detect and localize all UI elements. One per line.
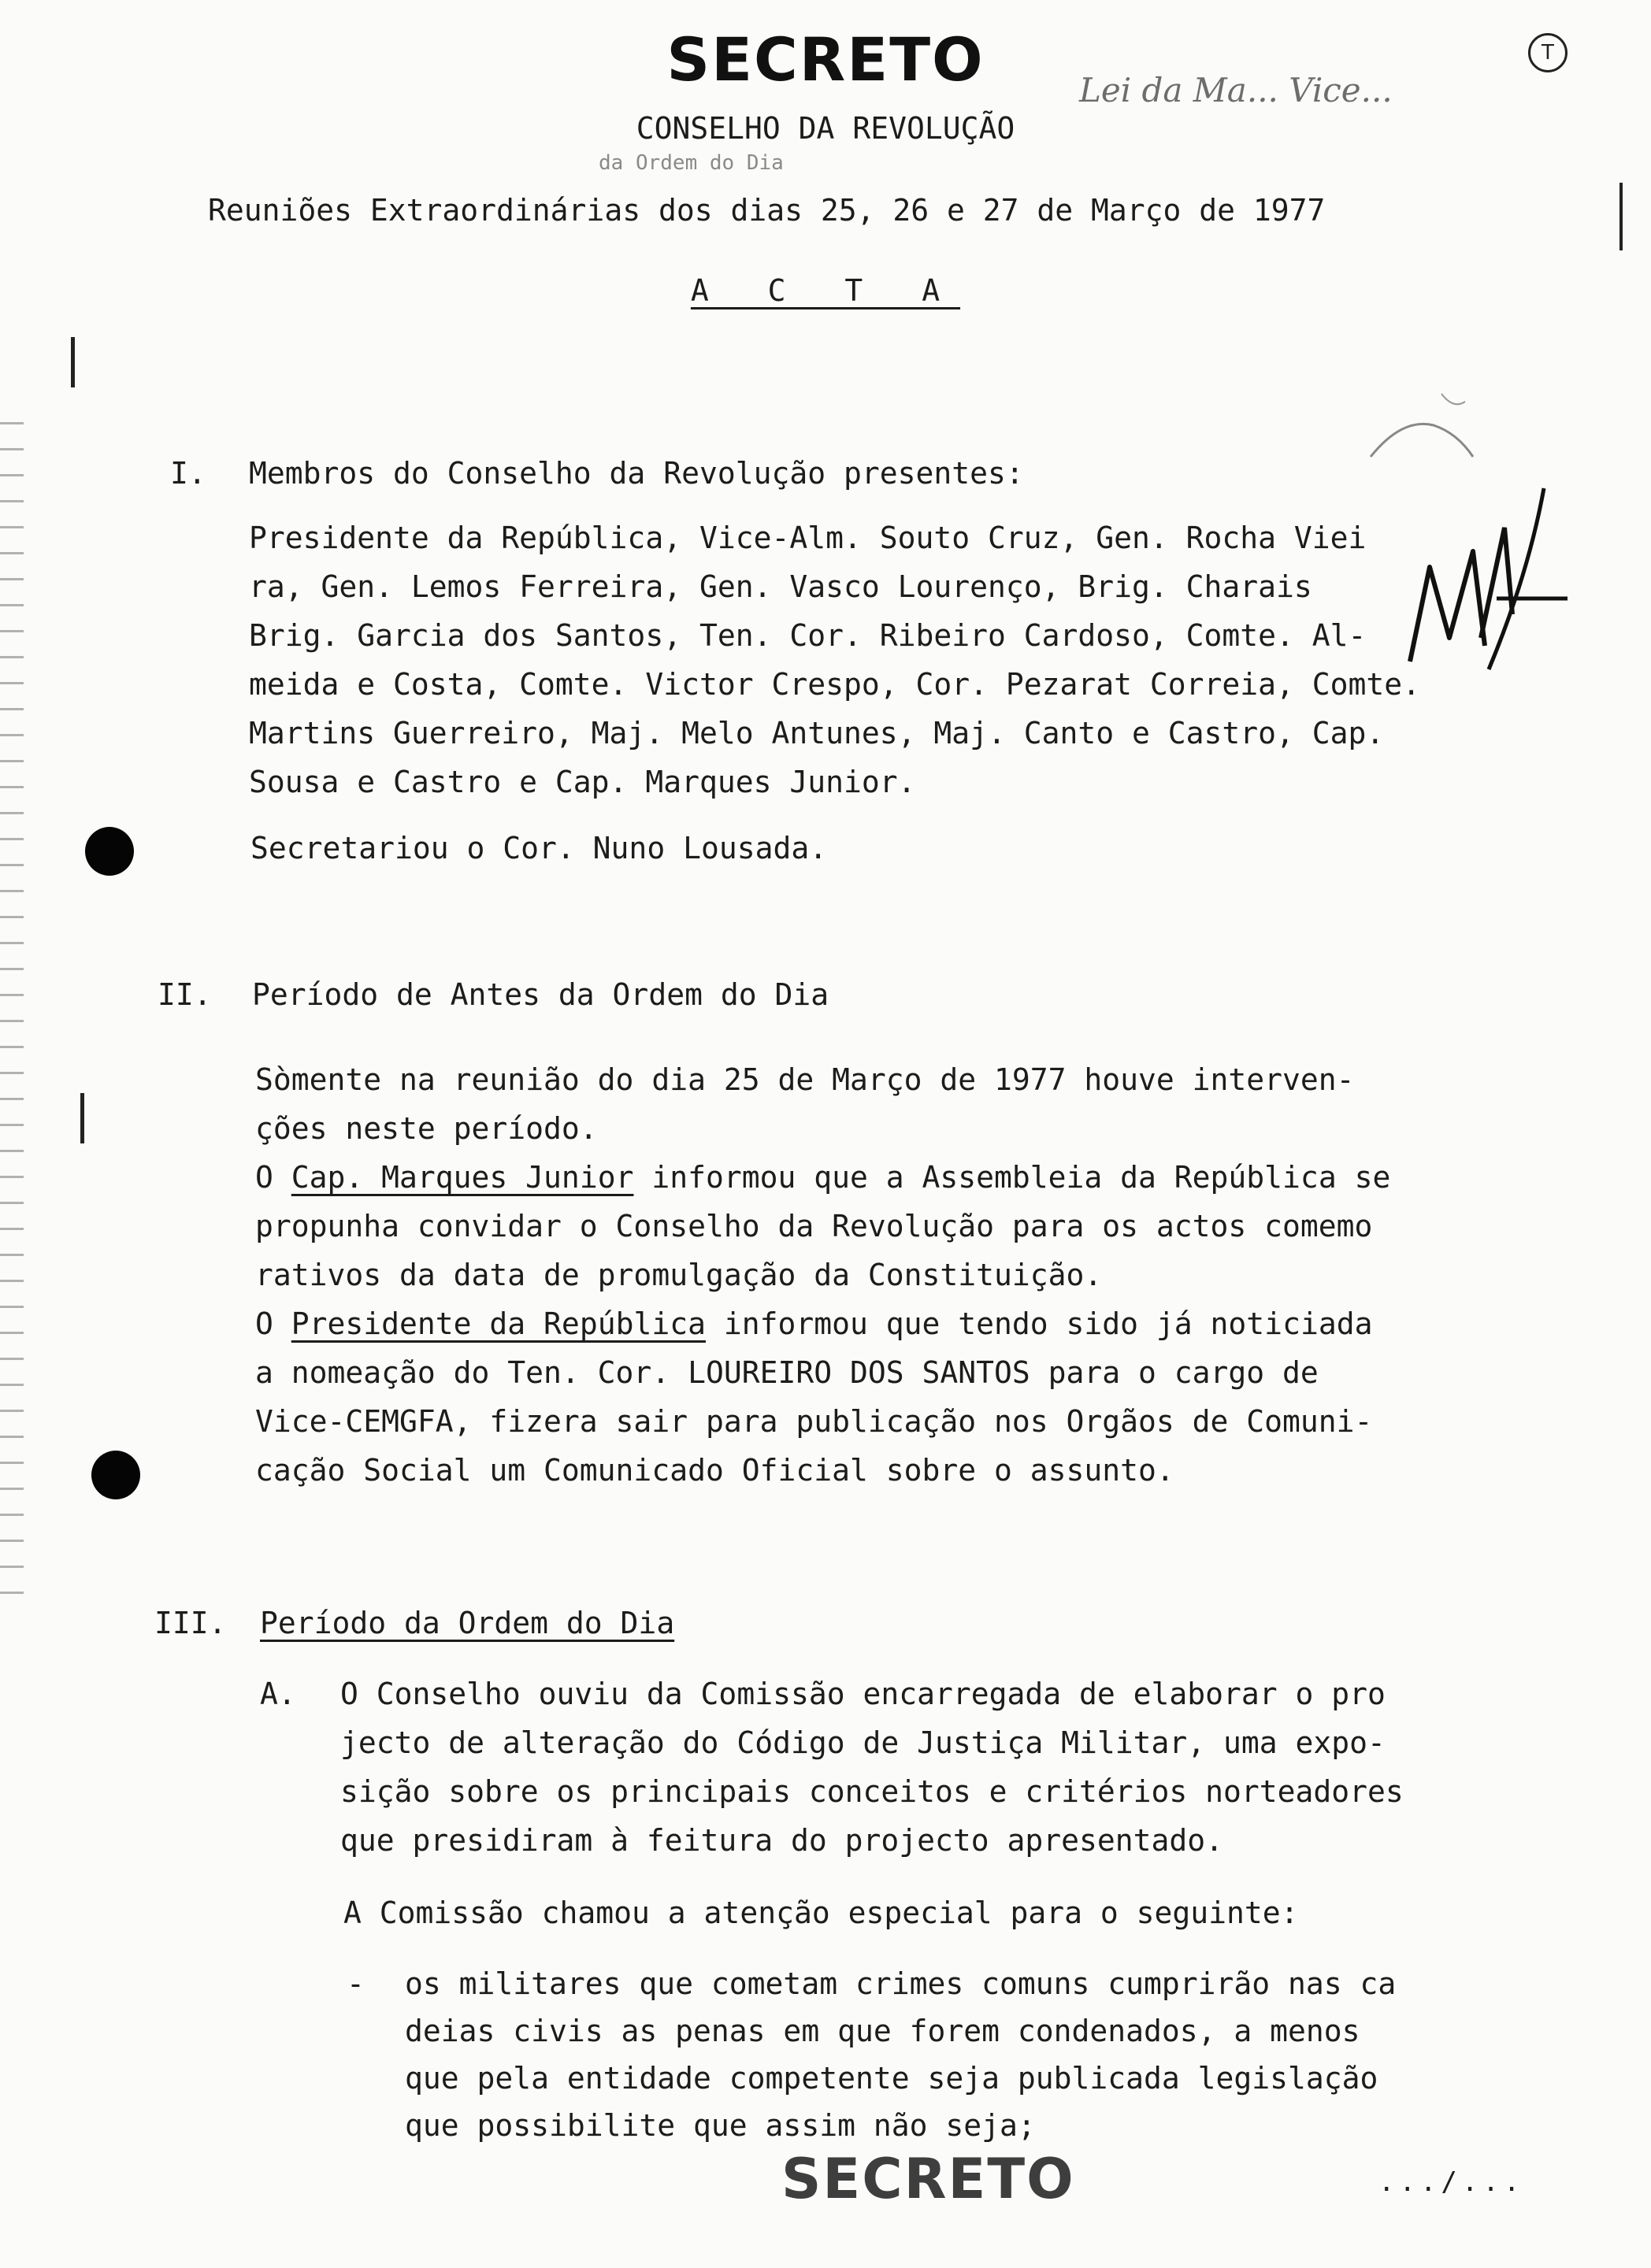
paragraph-line: Sòmente na reunião do dia 25 de Março de 1977 houve interven- bbox=[255, 1062, 1355, 1097]
paragraph-text: informou que a Assembleia da República se bbox=[633, 1160, 1391, 1195]
members-line: Sousa e Castro e Cap. Marques Junior. bbox=[249, 765, 916, 799]
handwritten-scribble bbox=[1355, 370, 1481, 480]
members-line: Presidente da República, Vice-Alm. Souto Cruz, Gen. Rocha Viei bbox=[249, 521, 1367, 555]
members-line: Martins Guerreiro, Maj. Melo Antunes, Maj. Canto e Castro, Cap. bbox=[249, 716, 1385, 750]
members-line: meida e Costa, Comte. Victor Crespo, Cor. Pezarat Correia, Comte. bbox=[249, 667, 1421, 702]
continuation-mark: .../... bbox=[1378, 2166, 1525, 2198]
signature-initials bbox=[1386, 480, 1583, 677]
paragraph-line: cação Social um Comunicado Oficial sobre o assunto. bbox=[255, 1453, 1174, 1488]
section-2-title: Período de Antes da Ordem do Dia bbox=[252, 977, 829, 1012]
section-3-number: III. bbox=[154, 1606, 227, 1640]
secret-stamp-bottom: SECRETO bbox=[781, 2147, 1075, 2211]
paragraph-line: a nomeação do Ten. Cor. LOUREIRO DOS SANTOS para o cargo de bbox=[255, 1355, 1319, 1390]
o-prefix: O bbox=[255, 1306, 291, 1341]
secret-stamp-top: SECRETO bbox=[666, 24, 985, 94]
bullet-line: que possibilite que assim não seja; bbox=[405, 2108, 1036, 2143]
acta-title: A C T A bbox=[690, 273, 961, 308]
speaker-name: Presidente da República bbox=[291, 1306, 706, 1341]
item-a-line: O Conselho ouviu da Comissão encarregada de elaborar o pro bbox=[340, 1677, 1386, 1711]
members-line: ra, Gen. Lemos Ferreira, Gen. Vasco Lourenço, Brig. Charais bbox=[249, 569, 1312, 604]
bullet-line: deias civis as penas em que forem condenados, a menos bbox=[405, 2014, 1360, 2048]
doc-type-heading bbox=[0, 266, 1651, 315]
item-a-line: sição sobre os principais conceitos e critérios norteadores bbox=[340, 1774, 1404, 1809]
section-2-number: II. bbox=[158, 977, 212, 1012]
paragraph-line: ções neste período. bbox=[255, 1111, 598, 1146]
secretary-line: Secretariou o Cor. Nuno Lousada. bbox=[250, 831, 828, 865]
section-1-number: I. bbox=[170, 456, 206, 491]
section-3-title: Período da Ordem do Dia bbox=[260, 1606, 675, 1640]
o-prefix: O bbox=[255, 1160, 291, 1195]
page-marker: T bbox=[1528, 33, 1568, 72]
section-1-title: Membros do Conselho da Revolução presentes: bbox=[249, 456, 1024, 491]
members-line: Brig. Garcia dos Santos, Ten. Cor. Ribeiro Cardoso, Comte. Al- bbox=[249, 618, 1367, 653]
bullet-dash: - bbox=[347, 1966, 365, 2001]
scan-edge-noise bbox=[0, 410, 24, 1606]
paragraph-line: propunha convidar o Conselho da Revolução para os actos comemo bbox=[255, 1209, 1373, 1243]
paragraph-line: Vice-CEMGFA, fizera sair para publicação nos Orgãos de Comuni- bbox=[255, 1404, 1373, 1439]
paragraph-line bbox=[255, 1153, 1390, 1202]
punch-hole bbox=[85, 827, 134, 876]
margin-mark bbox=[71, 337, 75, 387]
org-title: CONSELHO DA REVOLUÇÃO bbox=[636, 111, 1015, 146]
bullet-line: que pela entidade competente seja publicada legislação bbox=[405, 2061, 1378, 2096]
commission-note: A Comissão chamou a atenção especial para o seguinte: bbox=[343, 1896, 1299, 1930]
punch-hole bbox=[91, 1451, 140, 1499]
paragraph-line: rativos da data de promulgação da Constituição. bbox=[255, 1258, 1103, 1292]
item-a-line: que presidiram à feitura do projecto apresentado. bbox=[340, 1823, 1224, 1858]
margin-mark bbox=[80, 1093, 84, 1143]
faint-annotation: da Ordem do Dia bbox=[599, 151, 784, 175]
paragraph-line bbox=[255, 1299, 1372, 1348]
paragraph-text: informou que tendo sido já noticiada bbox=[705, 1306, 1373, 1341]
item-a-line: jecto de alteração do Código de Justiça Militar, uma expo- bbox=[340, 1725, 1386, 1760]
handwritten-annotation: Lei da Ma... Vice... bbox=[1079, 71, 1393, 109]
item-a-label: A. bbox=[260, 1677, 296, 1711]
meeting-line: Reuniões Extraordinárias dos dias 25, 26 e 27 de Março de 1977 bbox=[208, 193, 1326, 228]
speaker-name: Cap. Marques Junior bbox=[291, 1160, 634, 1195]
bullet-line: os militares que cometam crimes comuns cumprirão nas ca bbox=[405, 1966, 1397, 2001]
margin-mark-right bbox=[1619, 183, 1623, 250]
